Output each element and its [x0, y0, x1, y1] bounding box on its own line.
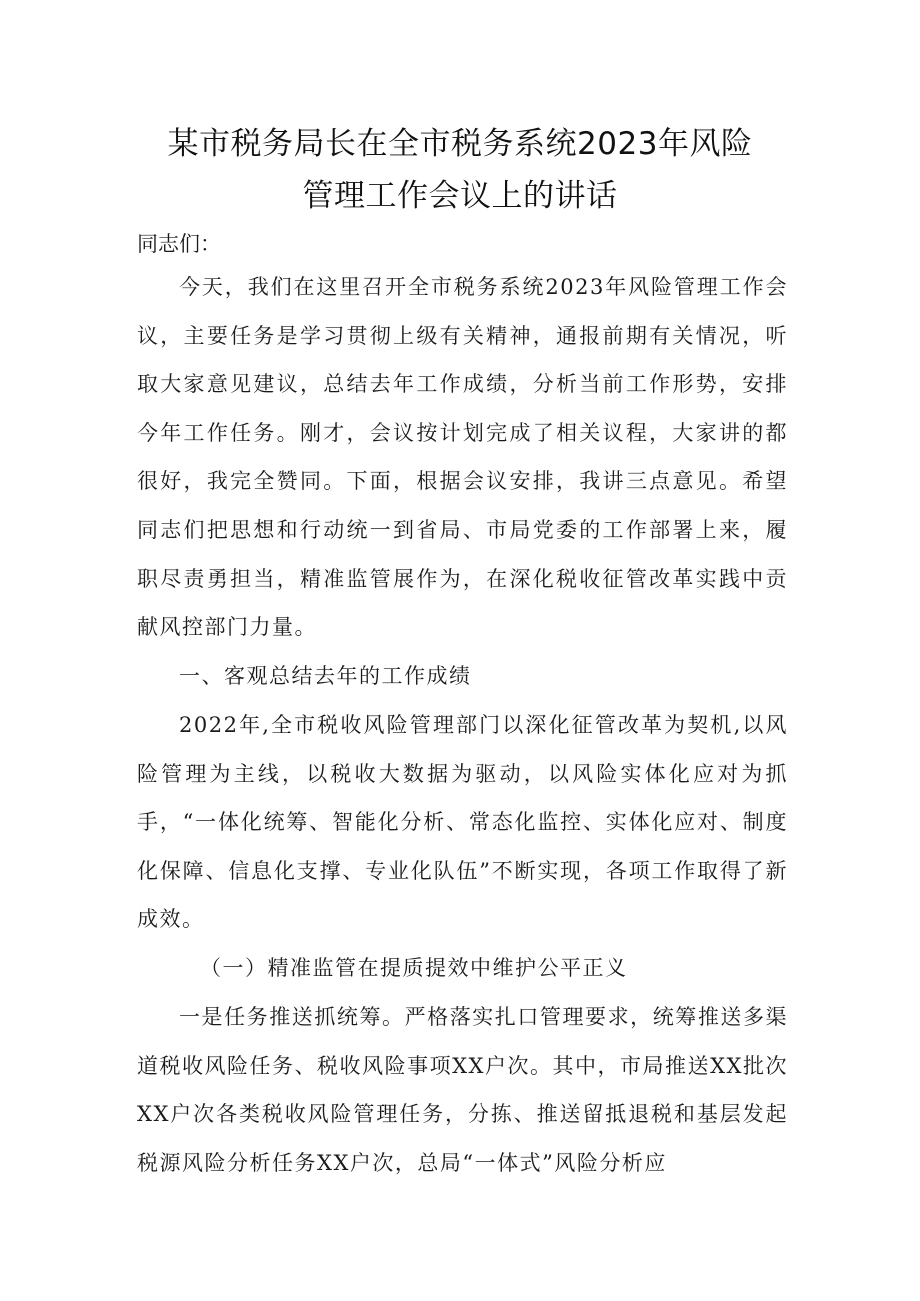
paragraph-task-push: 一是任务推送抓统筹。严格落实扎口管理要求，统筹推送多渠道税收风险任务、税收风险事项XX户次。其中，市局推送XX批次XX户次各类税收风险管理任务，分拣、推送留抵退税和基层发起税源风险分析任务XX户次，总局“一体式”风险分析应 [137, 1005, 788, 1175]
document-title-line1: 某市税务局长在全市税务系统2023年风险 [167, 126, 753, 162]
document-title-line2: 管理工作会议上的讲话 [302, 178, 618, 214]
salutation: 同志们： [137, 232, 221, 256]
subsection-heading-1: （一）精准监管在提质提效中维护公平正义 [200, 956, 628, 980]
section-heading-1: 一、客观总结去年的工作成绩 [179, 664, 472, 688]
paragraph-intro: 今天，我们在这里召开全市税务系统2023年风险管理工作会议，主要任务是学习贯彻上级有关精神，通报前期有关情况，听取大家意见建议，总结去年工作成绩，分析当前工作形势，安排今年工作任务。刚才，会议按计划完成了相关议程，大家讲的都很好，我完全赞同。下面，根据会议安排，我讲三点意见。希望同志们把思想和行动统一到省局、市局党委的工作部署上来，履职尽责勇担当，精准监管展作为，在深化税收征管改革实践中贡献风控部门力量。 [137, 275, 788, 640]
paragraph-2022-summary: 2022年,全市税收风险管理部门以深化征管改革为契机,以风险管理为主线，以税收大数据为驱动，以风险实体化应对为抓手，“一体化统筹、智能化分析、常态化监控、实体化应对、制度化保障、信息化支撑、专业化队伍”不断实现，各项工作取得了新成效。 [137, 713, 788, 932]
